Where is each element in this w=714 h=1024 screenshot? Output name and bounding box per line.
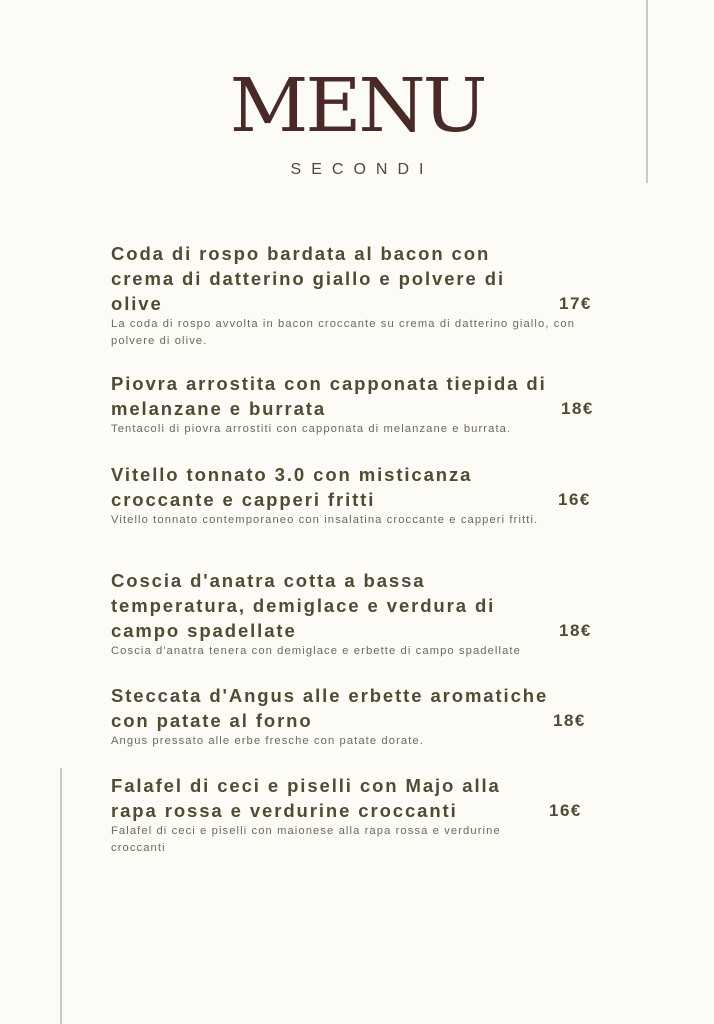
menu-title: MENU	[229, 63, 485, 149]
dish-description: Vitello tonnato contemporaneo con insalatina croccante e capperi fritti.	[111, 514, 539, 526]
dish-name	[111, 462, 611, 512]
dish-price: 18€	[553, 711, 586, 730]
dish-name	[111, 683, 611, 733]
dish-name-line: Coda di rospo bardata al bacon con	[111, 243, 491, 264]
dish-name-text: rapa rossa e verdurine croccanti	[111, 800, 458, 821]
dish-name-line	[111, 798, 611, 823]
menu-item	[111, 683, 611, 750]
dish-name	[111, 773, 611, 823]
dish-name	[111, 371, 611, 421]
dish-name-line	[111, 618, 611, 643]
dish-name-line: Falafel di ceci e piselli con Majo alla	[111, 775, 501, 796]
dish-name-line	[111, 291, 611, 316]
dish-price: 18€	[561, 399, 594, 418]
menu-item	[111, 462, 611, 529]
dish-name-line: Vitello tonnato 3.0 con misticanza	[111, 464, 473, 485]
dish-price: 16€	[558, 490, 591, 509]
dish-name-text: melanzane e burrata	[111, 398, 327, 419]
dish-name-line: Piovra arrostita con capponata tiepida di	[111, 373, 547, 394]
dish-description: Tentacoli di piovra arrostiti con capponata di melanzane e burrata.	[111, 423, 512, 435]
dish-price: 17€	[559, 294, 592, 313]
menu-item	[111, 241, 611, 350]
dish-description: Coscia d'anatra tenera con demiglace e erbette di campo spadellate	[111, 645, 521, 657]
dish-name-text: campo spadellate	[111, 620, 297, 641]
menu-item	[111, 568, 611, 660]
dish-name-line: Steccata d'Angus alle erbette aromatiche	[111, 685, 549, 706]
dish-name-text: croccante e capperi fritti	[111, 489, 376, 510]
dish-name-line	[111, 396, 611, 421]
dish-name-text: olive	[111, 293, 163, 314]
dish-name	[111, 241, 611, 316]
dish-name-line	[111, 708, 611, 733]
dish-name	[111, 568, 611, 643]
dish-name-text: con patate al forno	[111, 710, 313, 731]
dish-name-line	[111, 487, 611, 512]
menu-item	[111, 773, 611, 857]
dish-name-line: temperatura, demiglace e verdura di	[111, 595, 496, 616]
dish-price: 16€	[549, 801, 582, 820]
section-subtitle: SECONDI	[290, 161, 434, 178]
dish-name-line: crema di datterino giallo e polvere di	[111, 268, 505, 289]
dish-description: La coda di rospo avvolta in bacon croccante su crema di datterino giallo, con polvere di olive.	[111, 318, 576, 347]
dish-description: Falafel di ceci e piselli con maionese alla rapa rossa e verdurine croccanti	[111, 825, 501, 854]
dish-description: Angus pressato alle erbe fresche con patate dorate.	[111, 735, 424, 747]
menu-item	[111, 371, 611, 438]
dish-name-line: Coscia d'anatra cotta a bassa	[111, 570, 426, 591]
decorative-line-bottom-left	[60, 768, 62, 1024]
dish-price: 18€	[559, 621, 592, 640]
